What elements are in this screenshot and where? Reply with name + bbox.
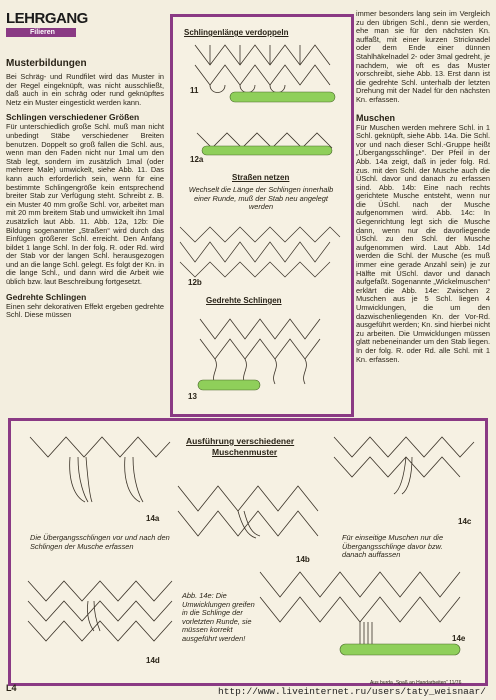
right-column bbox=[356, 10, 490, 364]
figure-14c-net bbox=[334, 432, 474, 512]
fig-label-13: 13 bbox=[188, 392, 197, 401]
title-strassen: Straßen netzen bbox=[232, 173, 290, 182]
caption-14c: Für einseitige Muschen nur die Übergangsschlinge davor bzw. danach auffassen bbox=[342, 533, 444, 560]
paragraph-groessen: Für unterschiedlich große Schl. muß man nicht unbedingt Stäbe verschiedener Breiten benutzen. Doppelt so groß fallen die Schl. aus, wenn man den Faden nicht nur 1mal um den Stab legt, sondern im zusätzlich 1mal (oder mehrere Male) umwickelt, siehe Abb. 11. Das kann auch erforderlich sein, wenn für eine bestimmte Schlingengröße kein entsprechend breiter Stab zur Verfügung steht. Schreibt z. B. ein Muster 40 mm große Schl. vor, arbeitet man mit 20 mm breitem Stab und umwickelt ihn 1mal zusätzlich laut Abb. 11. Abb. 12a, 12b: Die Bildung sogenannter „Straßen“ wird durch das Einfügen größerer Schl. erreicht. Den Anfang bildet 1 lange Schl. In der folg. R. oder Rd. wird der Stab vor der langen Schl. herausgezogen und an die lange Schl. gelegt. Es folgt der Kn. in die lange Schl., und dann wird die Arbeit wie üblich bzw. laut Beschreibung fortgesetzt. bbox=[6, 122, 164, 287]
page-number: L4 bbox=[6, 683, 17, 693]
figure-12a-net bbox=[192, 128, 342, 164]
fig-label-14c: 14c bbox=[458, 517, 472, 526]
caption-14a: Die Übergangsschlingen vor und nach den Schlingen der Musche erfassen bbox=[30, 533, 170, 551]
figure-14b-net bbox=[178, 476, 328, 556]
paragraph-gedrehte: Einen sehr dekorativen Effekt ergeben gedrehte Schl. Diese müssen bbox=[6, 301, 164, 320]
header-banner bbox=[6, 10, 88, 46]
brand-title: LEHRGANG bbox=[6, 10, 88, 27]
paragraph-intro: Bei Schräg- und Rundfilet wird das Muster in der Regel eingeknüpft, was nicht ausschließt, daß auch in ein schräg oder rund geknüpftes Netz ein Muster eingestickt werden kann. bbox=[6, 72, 164, 107]
figure-14d-net bbox=[28, 576, 178, 656]
watermark-url[interactable]: http://www.liveinternet.ru/users/taty_weisnaar/ bbox=[218, 686, 486, 697]
paragraph-right-cont: immer besonders lang sein im Vergleich zu den übrigen Schl., denn sie werden, ehe man sie für den nächsten Kn. auffaßt, mit einer kurzen Stricknadel oder dem Ende einer dünnen Stahlhäkelnadel 2- oder 3mal gedreht, je nachdem, wie oft es das Muster vorschreibt, siehe Abb. 13. Erst dann ist die gedrehte Schl. unterhalb der letzten Drehung mit der Nadel für den nächsten Kn. erfassen. bbox=[356, 9, 490, 104]
fig-label-14a: 14a bbox=[146, 514, 160, 523]
heading-schlingen-groessen: Schlingen verschiedener Größen bbox=[6, 112, 140, 123]
caption-strassen: Wechselt die Länge der Schlingen innerhalb einer Runde, muß der Stab neu angelegt werden bbox=[188, 185, 334, 212]
title-muschenmuster-1: Ausführung verschiedener bbox=[186, 436, 295, 446]
fig-label-12a: 12a bbox=[190, 155, 204, 164]
paragraph-muschen: Für Muschen werden mehrere Schl. in 1 Schl. geknüpft, siehe Abb. 14a. Die Schl. vor und nach dieser Schl.-Gruppe heißt „Übergangsschlinge“. Der Pfeil in der Abb. 14a zeigt, daß in jeder folg. Rd. zus. mit den Schl. der Musche auch die ÜSchl. davor und danach zu erfassen sind. Abb. 14b: Eine nach rechts gerichtete Musche entsteht, wenn nur die ÜSchl. nach der Musche aufgenommen wird. Abb. 14c: In Gegenrichtung legt sich die Musche dann, wenn nur die davorliegende ÜSchl. zu den Schl. der Musche aufgenommen wird. Laut Abb. 14d werden die Schl. der Musche (es muß immer eine gerade Anzahl sein) je zur Hälfte mit ÜSchl. davor und danach aufgefaßt. Sogenannte „Wickelmuschen“ erklärt die Abb. 14e: Zwischen 2 Muschen aus je 5 Schl. liegen 4 Umwicklungen, die um den dazwischenliegenden Kn. der Vor-Rd. ausgeführt werden; Kn. sind hierbei nicht zu arbeiten. Die Umwicklungen müssen glatt nebeneinander um den Stab liegen. In der folg. R. oder Rd. alle Schl. mit 1 Kn. erfassen. bbox=[356, 122, 490, 364]
figure-14e-net bbox=[260, 562, 474, 672]
title-schlingenlaenge: Schlingenlänge verdoppeln bbox=[184, 28, 289, 37]
fig-label-14d: 14d bbox=[146, 656, 160, 665]
fig-label-14e: 14e bbox=[452, 634, 466, 643]
source-credit: Aus burda „Spaß an Handarbeiten“ 11/76 bbox=[370, 680, 462, 686]
heading-musterbildungen: Musterbildungen bbox=[6, 58, 87, 69]
caption-14e: Abb. 14e: Die Umwicklungen greifen in die Schlinge der vorletzten Runde, sie müssen korrekt ausgeführt werden! bbox=[182, 591, 255, 643]
brand-bar: Filieren bbox=[6, 28, 76, 37]
fig-label-11: 11 bbox=[190, 86, 199, 95]
figure-13-net bbox=[190, 314, 340, 404]
heading-gedrehte: Gedrehte Schlingen bbox=[6, 291, 87, 302]
title-gedrehte-schlingen: Gedrehte Schlingen bbox=[206, 296, 282, 305]
figure-14a-net bbox=[30, 432, 170, 512]
fig-label-12b: 12b bbox=[188, 278, 202, 287]
left-column bbox=[6, 58, 164, 320]
heading-muschen: Muschen bbox=[356, 112, 396, 123]
figure-11-net bbox=[190, 40, 340, 110]
figure-12b-net bbox=[180, 222, 340, 282]
fig-label-14b: 14b bbox=[296, 555, 310, 564]
title-muschenmuster-2: Muschenmuster bbox=[212, 447, 278, 457]
